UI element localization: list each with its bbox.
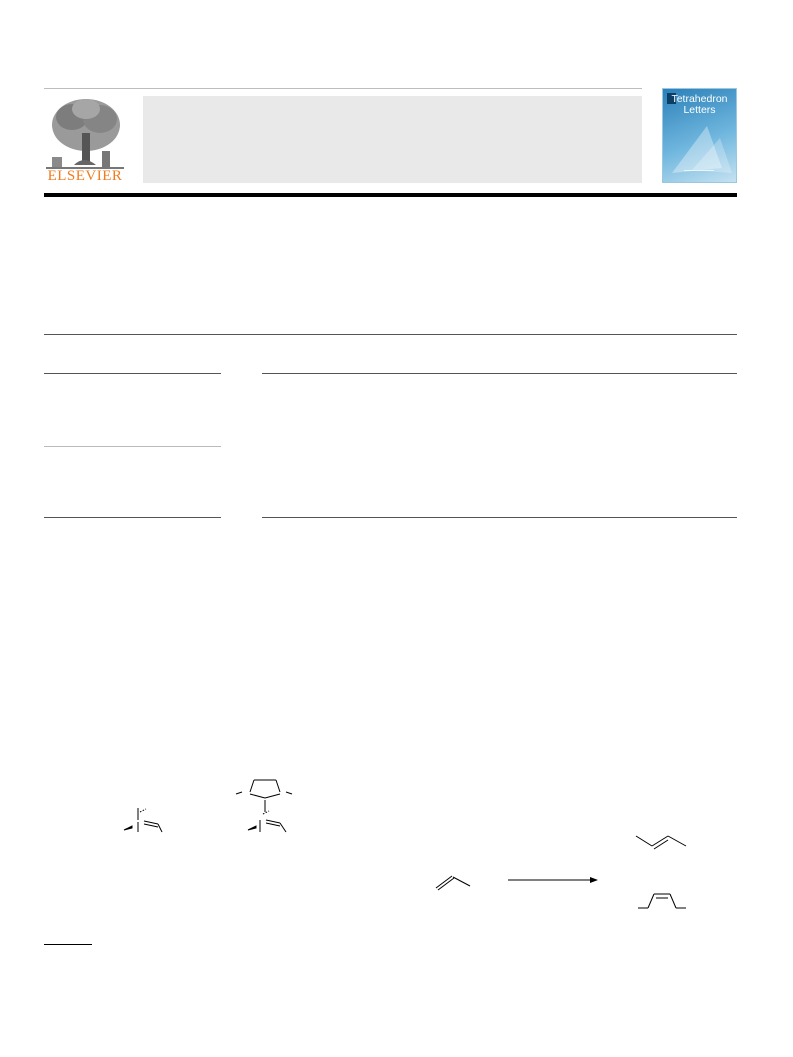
propene-icon	[436, 876, 470, 890]
nhc-ruthenium-complex-icon	[236, 780, 292, 832]
article-info-bottom-rule	[44, 517, 221, 518]
cover-title: Tetrahedron Letters	[671, 93, 728, 116]
trans-2-butene-icon	[636, 836, 686, 849]
header-thick-rule	[44, 193, 737, 197]
title-block-rule	[44, 334, 737, 335]
journal-cover-thumbnail	[662, 88, 737, 183]
abstract-top-rule	[262, 373, 737, 374]
cover-triangles-icon	[662, 118, 737, 178]
journal-header-band	[143, 96, 642, 183]
metathesis-reaction-scheme	[430, 830, 700, 915]
article-info-divider	[44, 446, 221, 447]
reaction-arrow-icon	[508, 877, 598, 883]
footnote-rule	[44, 944, 92, 945]
abstract-bottom-rule	[262, 517, 737, 518]
elsevier-wordmark: ELSEVIER	[47, 168, 123, 184]
cis-2-butene-icon	[638, 894, 686, 908]
header-top-rule	[44, 88, 642, 89]
ruthenium-complex-icon	[124, 808, 162, 832]
catalyst-complexes-figure	[110, 772, 320, 842]
article-info-top-rule	[44, 373, 221, 374]
